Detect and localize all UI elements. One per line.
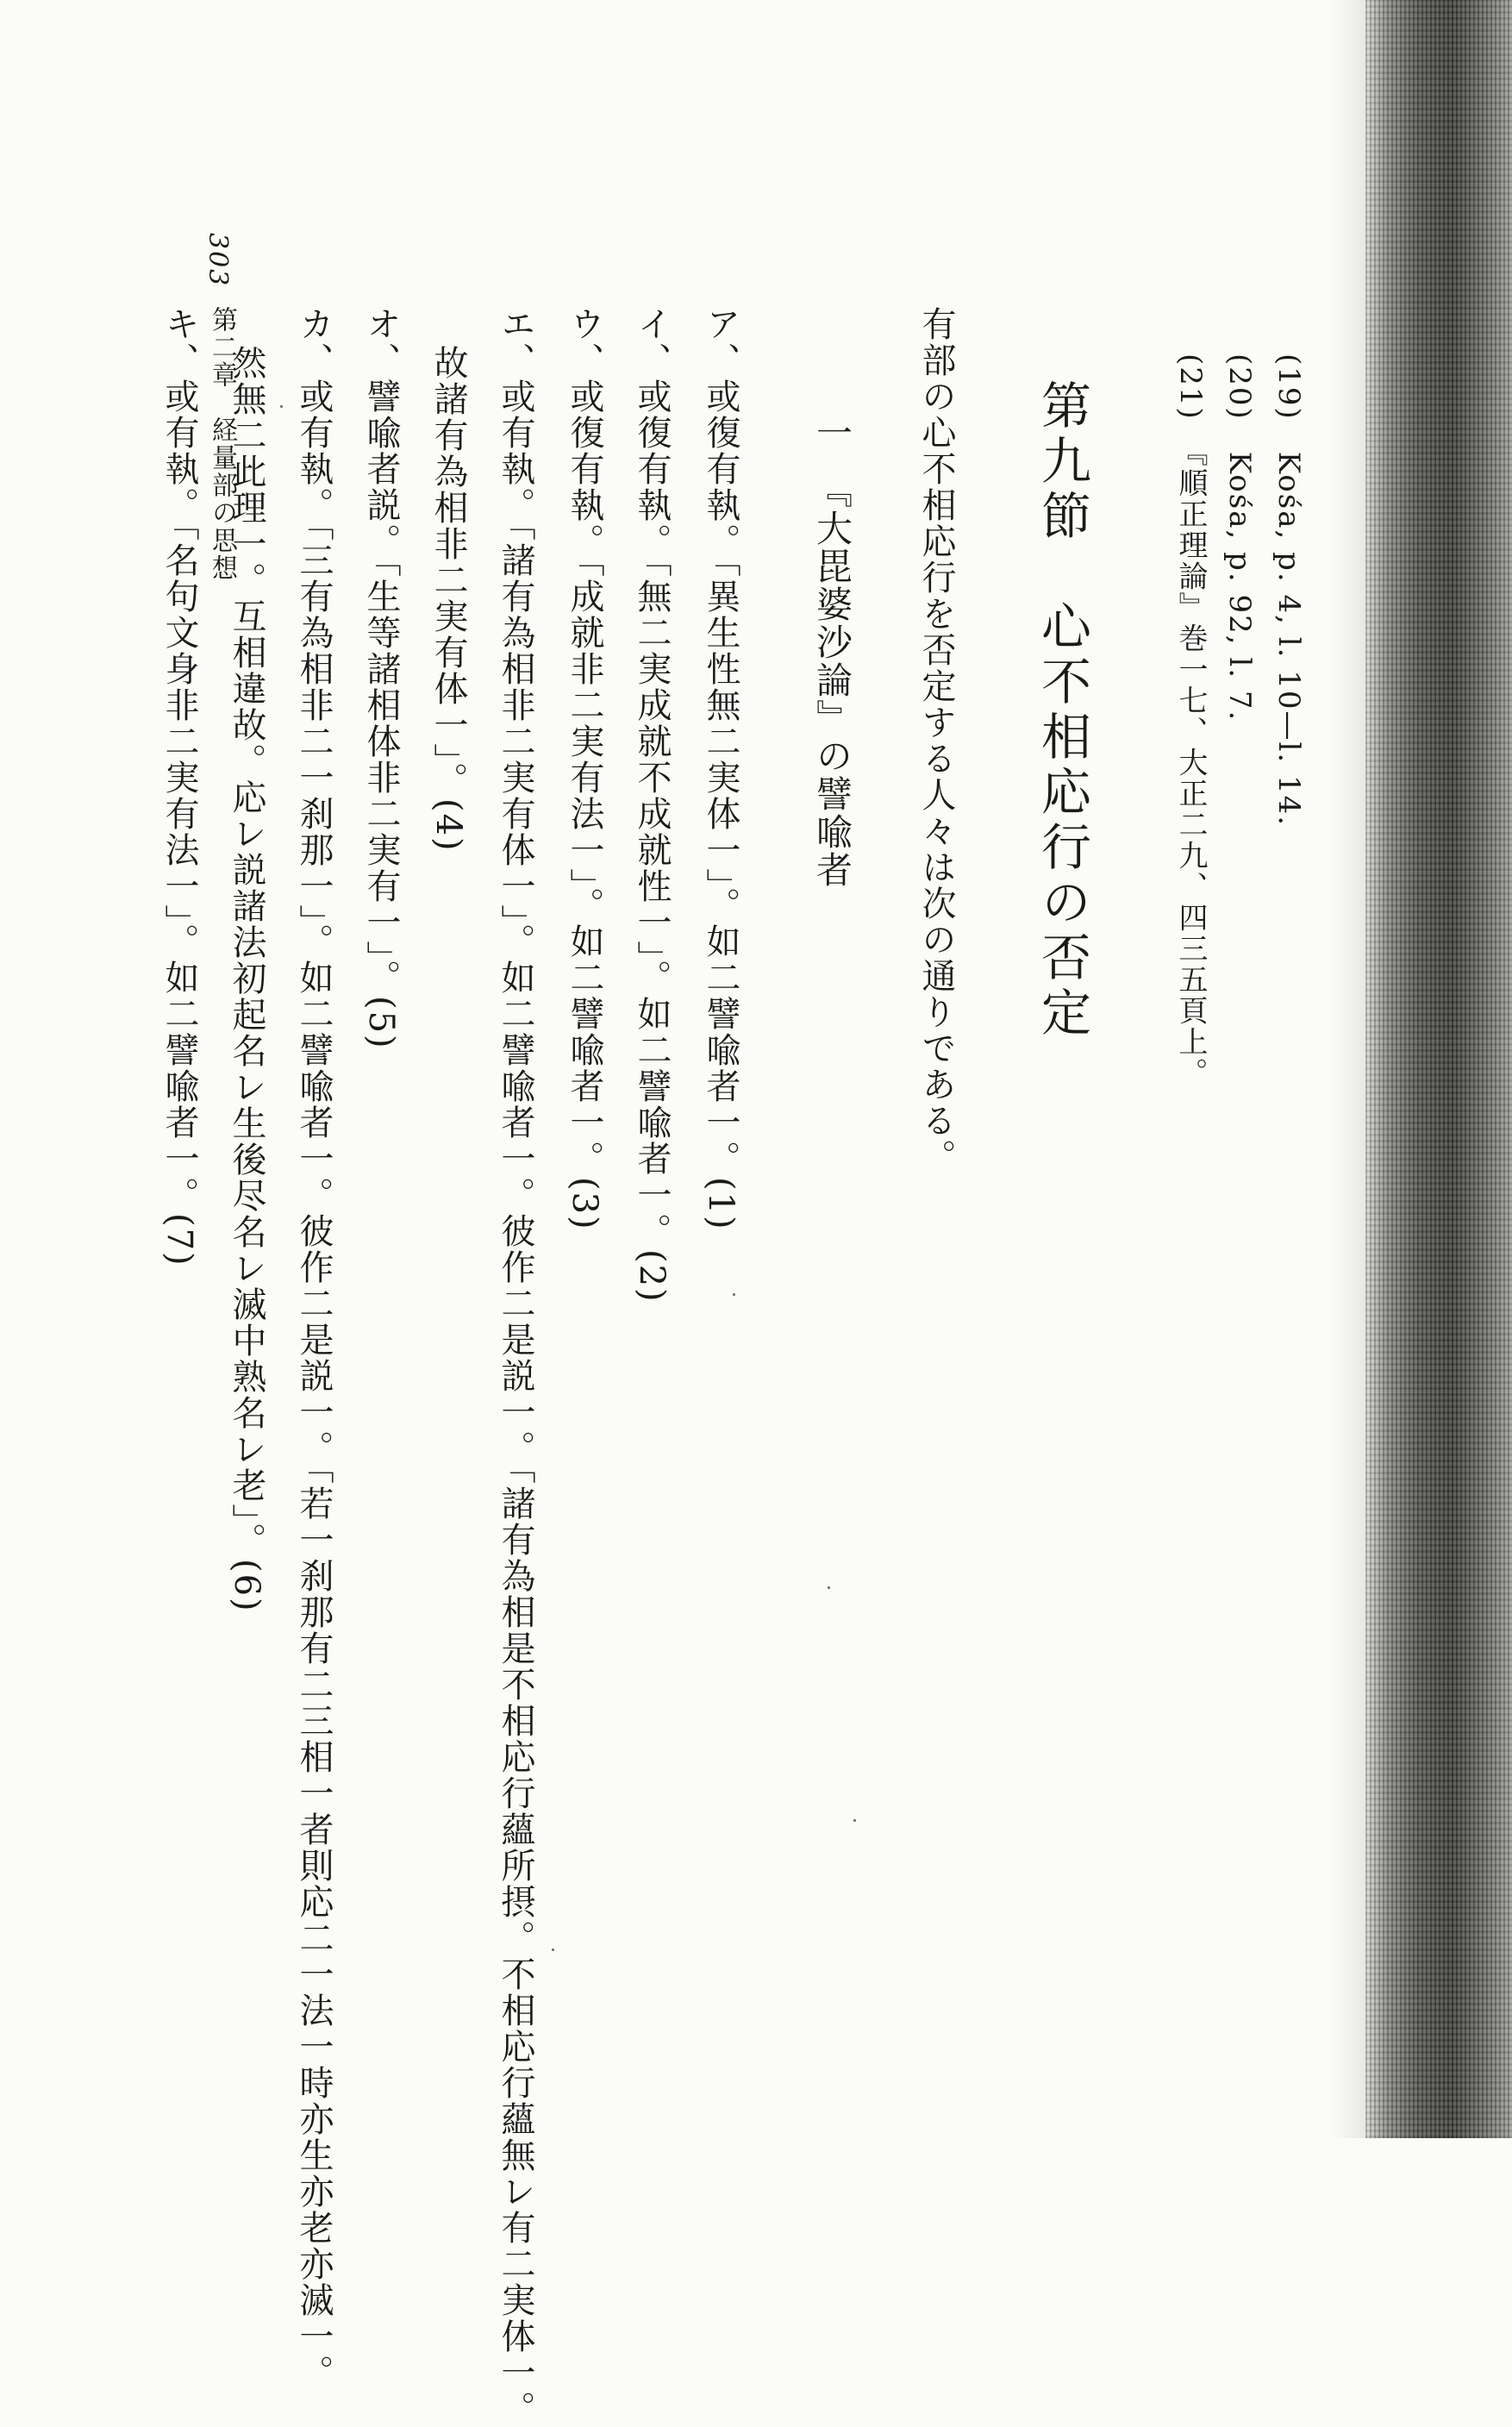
footnote-20: (20) Kośa, p. 92, l. 7. <box>1222 353 1257 722</box>
item-ki: キ、或有執。「名句文身非二実有法一」。如二譬喩者一。(7) <box>159 306 199 1267</box>
page-curve-shadow <box>1331 0 1365 2138</box>
section-title: 第九節 心不相応行の否定 <box>1033 379 1091 1041</box>
item-ka: カ、或有執。「三有為相非二一刹那一」。如二譬喩者一。彼作二是説一。「若一刹那有二三相一者則応二一法一時亦生亦老亦滅一。 <box>294 306 334 2391</box>
item-e-cont: 故諸有為相非二実有体一」。(4) <box>428 345 468 853</box>
item-o: オ、譬喩者説。「生等諸相体非二実有一」。(5) <box>361 306 401 1050</box>
footnote-21: (21) 『順正理論』巻一七、大正二九、四三五頁上。 <box>1173 353 1208 1089</box>
book-binding-shadow <box>1365 0 1512 2138</box>
scan-speck <box>853 1819 856 1822</box>
item-e: エ、或有執。「諸有為相非二実有体一」。如二譬喩者一。彼作二是説一。「諸有為相是不相応行蘊所摂。不相応行蘊無レ有二実体一。 <box>496 306 535 2427</box>
page-number: 303 <box>203 233 233 288</box>
subheading: 一 『大毘婆沙論』の譬喩者 <box>811 414 853 889</box>
footnote-19: (19) Kośa, p. 4, l. 10—l. 14. <box>1271 353 1306 828</box>
scan-speck <box>280 405 283 408</box>
running-title: 第二章 経量部の思想 <box>207 306 237 582</box>
scan-speck <box>552 1948 554 1951</box>
item-u: ウ、或復有執。「成就非二実有法一」。如二譬喩者一。(3) <box>565 306 604 1231</box>
scan-speck <box>828 1586 830 1589</box>
item-a: ア、或復有執。「異生性無二実体一」。如二譬喩者一。(1) <box>701 306 740 1231</box>
intro-text: 有部の心不相応行を否定する人々は次の通りである。 <box>916 306 956 1175</box>
item-i: イ、或復有執。「無二実成就不成就性一」。如二譬喩者一。(2) <box>632 306 672 1304</box>
item-ka-cont: 然無二此理一。互相違故。応レ説諸法初起名レ生後尽名レ滅中熟名レ老」。(6) <box>227 345 266 1613</box>
scan-speck <box>733 1293 735 1296</box>
